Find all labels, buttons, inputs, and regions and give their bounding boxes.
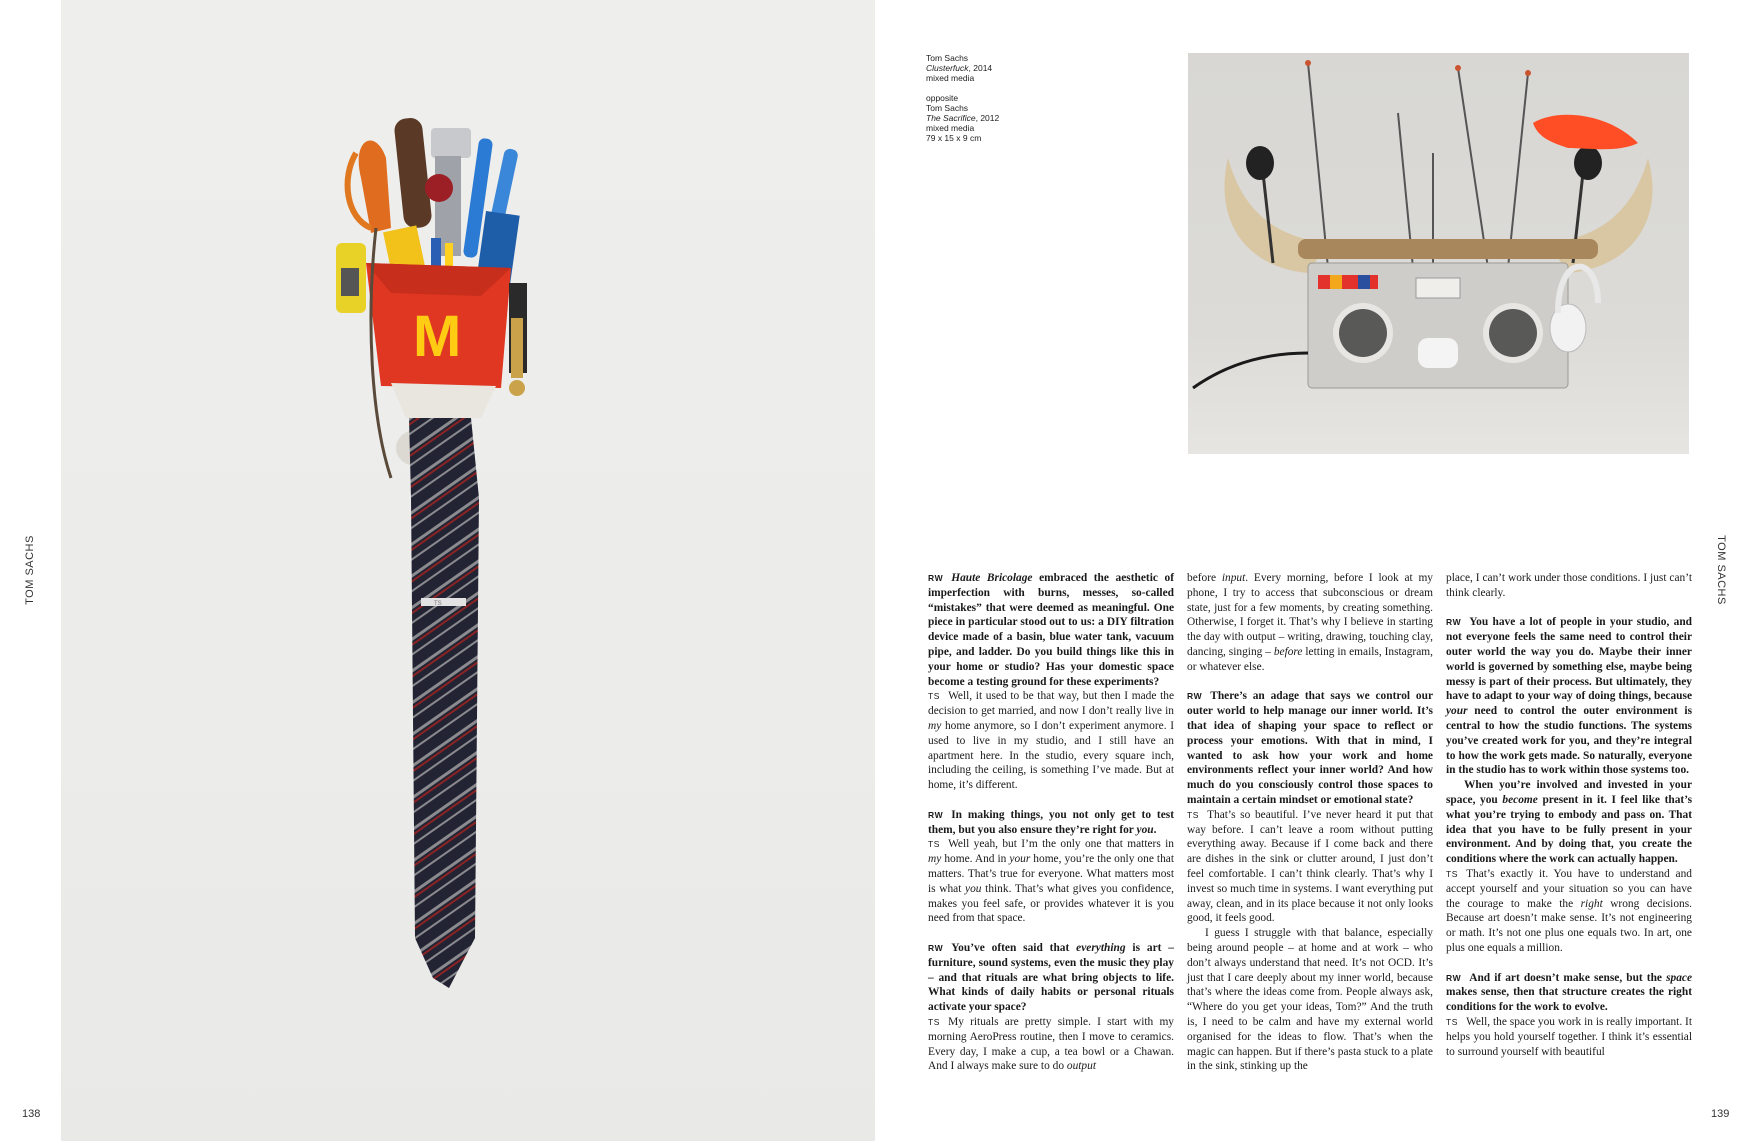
inline-italic: before (1273, 645, 1303, 658)
page-number-left: 138 (22, 1108, 41, 1120)
text-run: You have a lot of people in your studio, and not everyone feels the same need to control their outer world the way you do. Maybe their inner world is governed by something else, maybe being messy is part of their process. But ultimately, they have to adapt to your way of doing things, because (1446, 616, 1692, 703)
answer-4 (1187, 808, 1433, 926)
question-4 (1187, 689, 1433, 807)
spacer (928, 926, 1174, 941)
text-run: think. That’s what gives you confidence, makes you feel safe, or provides whatever it is you need from that space. (928, 882, 1174, 925)
caption-dimensions-2: 79 x 15 x 9 cm (926, 133, 982, 143)
spacer (1446, 601, 1692, 616)
speaker-tag-ts: TS (1446, 868, 1459, 879)
spacer (1187, 675, 1433, 690)
answer-4-continued: place, I can’t work under those conditions. I just can’t think clearly. (1446, 572, 1692, 599)
text-run: is art – furniture, sound systems, even the music they play – and that rituals are what bring objects to life. What kinds of daily habits or personal rituals activate your space? (928, 941, 1174, 1014)
interview-column-1 (928, 571, 1174, 1074)
text-run: My rituals are pretty simple. I start with my morning AeroPress routine, then I move to ceramics. Every day, I make a cup, a tea bowl or a Chawan. And I always make sure to do (928, 1015, 1174, 1073)
caption-opposite: opposite (926, 93, 959, 103)
caption-medium-1: mixed media (926, 73, 975, 83)
question-5 (1446, 615, 1692, 778)
inline-italic: input (1221, 572, 1246, 584)
answer-3 (928, 1015, 1174, 1074)
inline-italic: space (1666, 971, 1692, 984)
inline-italic: become (1502, 793, 1538, 806)
caption-year-1: , 2014 (968, 63, 993, 73)
caption-artist-1: Tom Sachs (926, 53, 969, 63)
caption-artist-2: Tom Sachs (926, 103, 969, 113)
sacrifice-sculpture-image (1188, 53, 1689, 454)
text-run: wrong decisions. Because art doesn’t make sense. It’s not engineering or math. It’s not one plus one equals two. In art, one plus one equals a million. (1446, 897, 1692, 954)
text-run: In making things, you not only get to test them, but you also ensure they’re right for (928, 808, 1174, 836)
caption-title-2: The Sacrifice (926, 113, 976, 123)
answer-2 (928, 837, 1174, 926)
speaker-tag-rw: RW (1187, 691, 1203, 702)
text-run: And if art doesn’t make sense, but the (1469, 971, 1667, 984)
sacrifice-sculpture-photo (1188, 53, 1689, 454)
question-3 (928, 941, 1174, 1015)
text-run: That’s exactly it. You have to understand and accept yourself and your situation so you can have the courage to make the (1446, 867, 1692, 910)
speaker-tag-rw: RW (1446, 972, 1462, 983)
text-run: You’ve often said that (951, 941, 1077, 954)
running-head-right: TOM SACHS (1715, 535, 1727, 605)
speaker-tag-rw: RW (928, 809, 944, 820)
caption-title-1: Clusterfuck (926, 63, 969, 73)
inline-italic: output (1066, 1060, 1096, 1073)
caption-year-2: , 2012 (975, 113, 1000, 123)
answer-1 (928, 689, 1174, 793)
inline-italic: your (1446, 705, 1468, 718)
text-run: There’s an adage that says we control our outer world to help manage our inner world. It’s that idea of shaping your space to reflect or process your emotions. With that in mind, I wanted to ask how your work and home environments reflect your inner world? And how much do you consciously control those spaces to maintain a certain mindset or emotional state? (1187, 690, 1433, 806)
interview-column-2 (1187, 571, 1433, 1074)
text-run: makes sense, then that structure creates the right conditions for the work to evolve. (1446, 986, 1692, 1014)
text-run: home anymore, so I don’t experiment anymore. I used to live in my studio, and I still have an apartment here. In the studio, every square inch, including the ceiling, is something I’ve made. But at home, it’s different. (928, 719, 1174, 792)
text-run: Well, the space you work in is really important. It helps you hold yourself together. I think it’s essential to surround yourself with beautiful (1446, 1015, 1692, 1058)
text-run: embraced the aesthetic of imperfection with burns, messes, so-called “mistakes” that were deemed as meaningful. One piece in particular stood out to us: a DIY filtration device made of a basin, blue water tank, vacuum pipe, and ladder. Do you build things like this in your home or studio? Has your domestic space become a testing ground for these experiments? (928, 572, 1174, 688)
inline-italic: your (1009, 853, 1031, 866)
speaker-tag-rw: RW (928, 573, 944, 583)
text-run: That’s so beautiful. I’ve never heard it put that way before. I can’t leave a room without putting everything away. Because if I come back and there are dishes in the sink or clutter around, I just don’t feel comfortable. I can’t think clearly. That’s why I invest so much time in systems. I want everything put away, clean, and in its place because it not only looks good, it feels good. (1187, 808, 1433, 925)
brand-mark-letter: M (413, 304, 462, 369)
tie-clip-tag-label: TS (434, 601, 442, 607)
text-run: letting in emails, Instagram, or whatever else. (1187, 645, 1433, 673)
text-run: When you’re involved and invested in your space, you (1446, 779, 1692, 806)
page-number-right: 139 (1711, 1108, 1730, 1120)
text-run: home, you’re the only one that matters. That’s true for everyone. What matters most is what (928, 853, 1174, 895)
speaker-tag-ts: TS (928, 1016, 941, 1027)
image-caption (926, 53, 999, 143)
speaker-tag-ts: TS (1187, 809, 1200, 820)
question-2 (928, 808, 1174, 838)
inline-italic: my (928, 719, 942, 732)
speaker-tag-ts: TS (928, 691, 941, 702)
inline-italic: you (965, 882, 982, 895)
text-run: . Every morning, before I look at my phone, I try to access that subconscious or dream state, just for a few moments, by creating something. Otherwise, I forget it. That’s why I believe in starting the day with output – writing, drawing, touching clay, dancing, singing – (1187, 572, 1433, 658)
speaker-tag-ts: TS (928, 839, 941, 850)
inline-italic: Haute Bricolage (951, 572, 1033, 584)
answer-3-continued (1187, 571, 1433, 675)
speaker-tag-rw: RW (1446, 617, 1462, 628)
speaker-tag-rw: RW (928, 942, 944, 953)
text-run: . (1153, 823, 1157, 836)
inline-italic: my (928, 853, 942, 866)
caption-title-line-2 (926, 113, 999, 123)
answer-5 (1446, 867, 1692, 956)
text-run: Well yeah, but I’m the only one that matters in (948, 838, 1174, 851)
text-run: before (1187, 572, 1222, 584)
running-head-left: TOM SACHS (24, 535, 36, 605)
inline-italic: you (1136, 823, 1154, 836)
caption-title-line-1 (926, 63, 999, 73)
answer-6 (1446, 1015, 1692, 1059)
text-run: need to control the outer environment is central to how the studio functions. The systems you’ve created work for you, and they’re integral to how the work gets made. So naturally, everyone in the studio has to work within those systems too. (1446, 705, 1692, 777)
text-run: Well, it used to be that way, but then I made the decision to get married, and now I don’t really live in (928, 690, 1174, 718)
clusterfuck-sculpture-image (331, 118, 561, 1048)
question-1 (928, 571, 1174, 689)
answer-4-paragraph-2: I guess I struggle with that balance, especially being around people – at home and at work – who don’t always understand that need. It’s not OCD. It’s just that I care deeply about my inner world, because that’s where the ideas come from. People always ask, “Where do you get your ideas, Tom?” And the truth is, I need to be calm and have my external world organised for the ideas to flow. That’s when the magic can happen. But if there’s pasta stuck to a plate in the sink, stinking up the (1187, 927, 1433, 1073)
spacer (928, 793, 1174, 808)
sculpture-photo (61, 0, 875, 1141)
text-run: home. And in (941, 853, 1010, 866)
speaker-tag-ts: TS (1446, 1016, 1459, 1027)
spacer (1446, 956, 1692, 971)
question-5-paragraph-2 (1446, 778, 1692, 867)
interview-column-3 (1446, 571, 1692, 1059)
question-6 (1446, 971, 1692, 1015)
inline-italic: everything (1076, 941, 1126, 954)
inline-italic: right (1580, 897, 1603, 910)
text-run: present in it. I feel like that’s what you’re trying to embody and pass on. That idea that you have to be fully present in your environment. And by doing that, you create the conditions where the work can actually happen. (1446, 793, 1692, 866)
caption-spacer (926, 83, 999, 93)
caption-medium-2: mixed media (926, 123, 975, 133)
